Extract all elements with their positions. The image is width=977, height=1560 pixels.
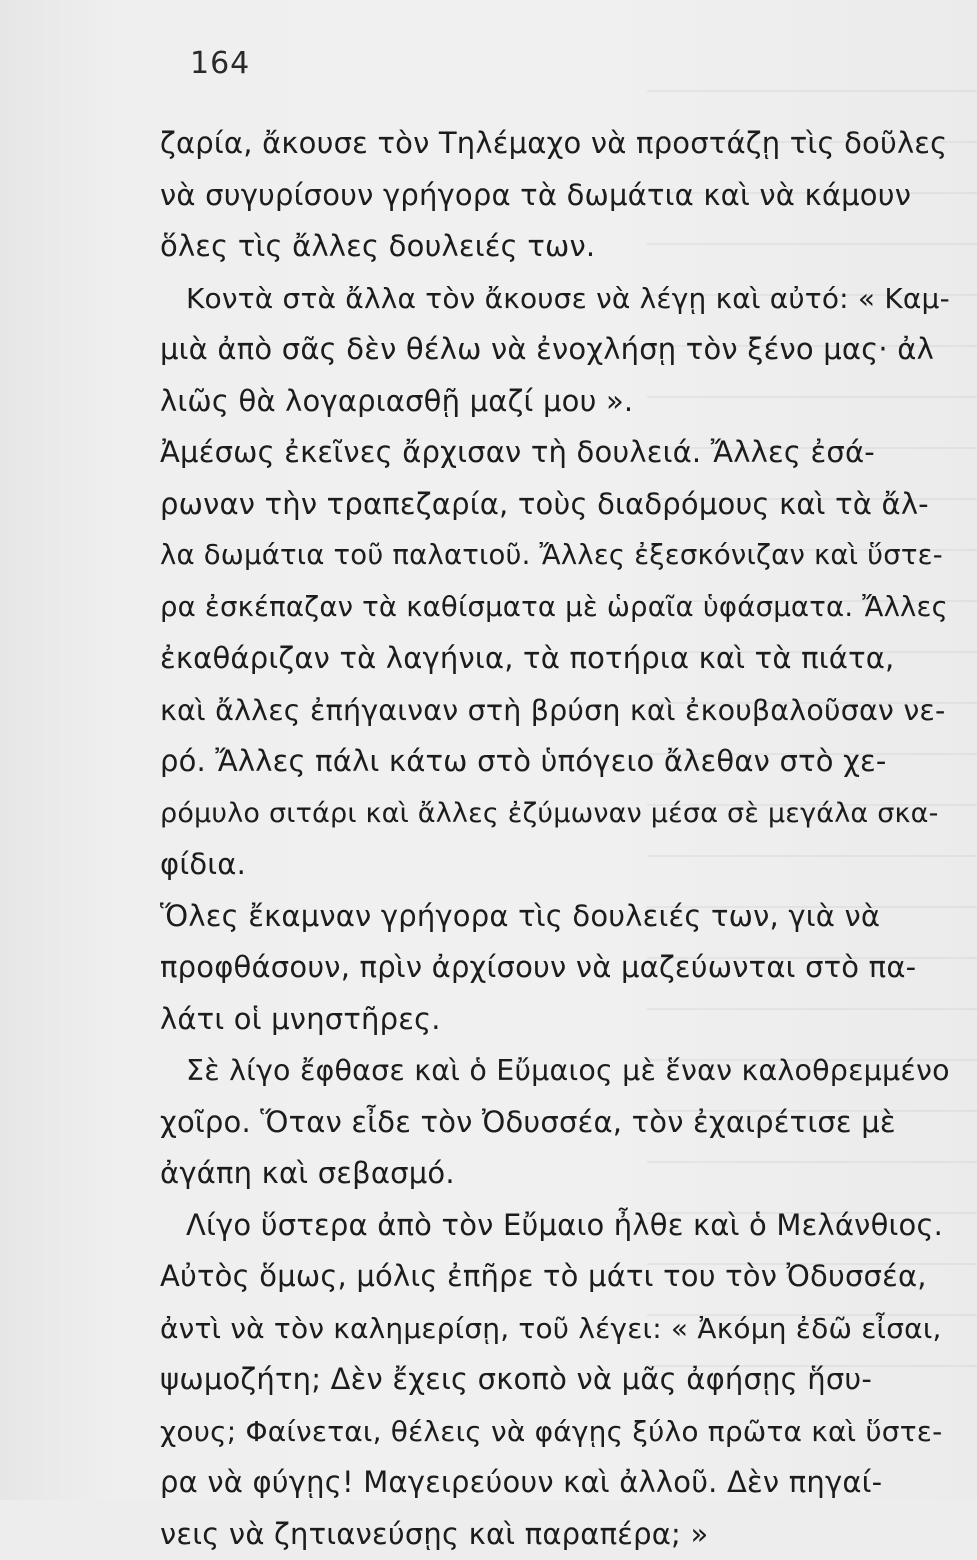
text-line: ὅλες τὶς ἄλλες δουλειές των. [160,221,950,273]
text-line: ρα νὰ φύγῃς! Μαγειρεύουν καὶ ἀλλοῦ. Δὲν πηγαί- [160,1457,950,1509]
text-line: Ὅλες ἔκαμναν γρήγορα τὶς δουλειές των, γιὰ νὰ [160,891,950,943]
text-line: προφθάσουν, πρὶν ἀρχίσουν νὰ μαζεύωνται στὸ πα- [160,942,950,994]
text-line: ρα ἐσκέπαζαν τὰ καθίσματα μὲ ὡραῖα ὑφάσματα. Ἄλλες [160,582,950,634]
text-line: Αὐτὸς ὅμως, μόλις ἐπῆρε τὸ μάτι του τὸν Ὀδυσσέα, [160,1251,950,1303]
text-line: ψωμοζήτη; Δὲν ἔχεις σκοπὸ νὰ μᾶς ἀφήσῃς ἥσυ- [160,1354,950,1406]
text-line: καὶ ἄλλες ἐπήγαιναν στὴ βρύση καὶ ἐκουβαλοῦσαν νε- [160,685,950,737]
text-line: ρό. Ἄλλες πάλι κάτω στὸ ὑπόγειο ἄλεθαν στὸ χε- [160,736,950,788]
text-line: Ἀμέσως ἐκεῖνες ἄρχισαν τὴ δουλειά. Ἄλλες ἐσά- [160,427,950,479]
text-line: νεις νὰ ζητιανεύσῃς καὶ παραπέρα; » [160,1509,950,1560]
text-line: φίδια. [160,839,950,891]
text-line: ἀγάπη καὶ σεβασμό. [160,1148,950,1200]
text-line: λα δωμάτια τοῦ παλατιοῦ. Ἄλλες ἐξεσκόνιζαν καὶ ὕστε- [160,530,950,582]
text-line: λάτι οἱ μνηστῆρες. [160,994,950,1046]
text-line: Κοντὰ στὰ ἄλλα τὸν ἄκουσε νὰ λέγῃ καὶ αὐτό: « Καμ- [160,273,950,325]
text-line: ἀντὶ νὰ τὸν καλημερίσῃ, τοῦ λέγει: « Ἀκόμη ἐδῶ εἶσαι, [160,1303,950,1355]
body-text [160,118,950,1560]
text-line: ρόμυλο σιτάρι καὶ ἄλλες ἐζύμωναν μέσα σὲ μεγάλα σκα- [160,788,950,840]
text-line: Λίγο ὕστερα ἀπὸ τὸν Εὔμαιο ἦλθε καὶ ὁ Μελάνθιος. [160,1200,950,1252]
text-line: μιὰ ἀπὸ σᾶς δὲν θέλω νὰ ἐνοχλήσῃ τὸν ξένο μας· ἀλ [160,324,950,376]
text-line: ἐκαθάριζαν τὰ λαγήνια, τὰ ποτήρια καὶ τὰ πιάτα, [160,633,950,685]
text-line: Σὲ λίγο ἔφθασε καὶ ὁ Εὔμαιος μὲ ἕναν καλοθρεμμένο [160,1045,950,1097]
page-number: 164 [190,46,250,81]
text-line: χοῖρο. Ὅταν εἶδε τὸν Ὀδυσσέα, τὸν ἐχαιρέτισε μὲ [160,1097,950,1149]
text-line: ρωναν τὴν τραπεζαρία, τοὺς διαδρόμους καὶ τὰ ἄλ- [160,479,950,531]
text-line: νὰ συγυρίσουν γρήγορα τὰ δωμάτια καὶ νὰ κάμουν [160,170,950,222]
text-line: ζαρία, ἄκουσε τὸν Τηλέμαχο νὰ προστάζῃ τὶς δοῦλες [160,118,950,170]
text-line: λιῶς θὰ λογαριασθῇ μαζί μου ». [160,376,950,428]
text-line: χους; Φαίνεται, θέλεις νὰ φάγῃς ξύλο πρῶτα καὶ ὕστε- [160,1406,950,1458]
